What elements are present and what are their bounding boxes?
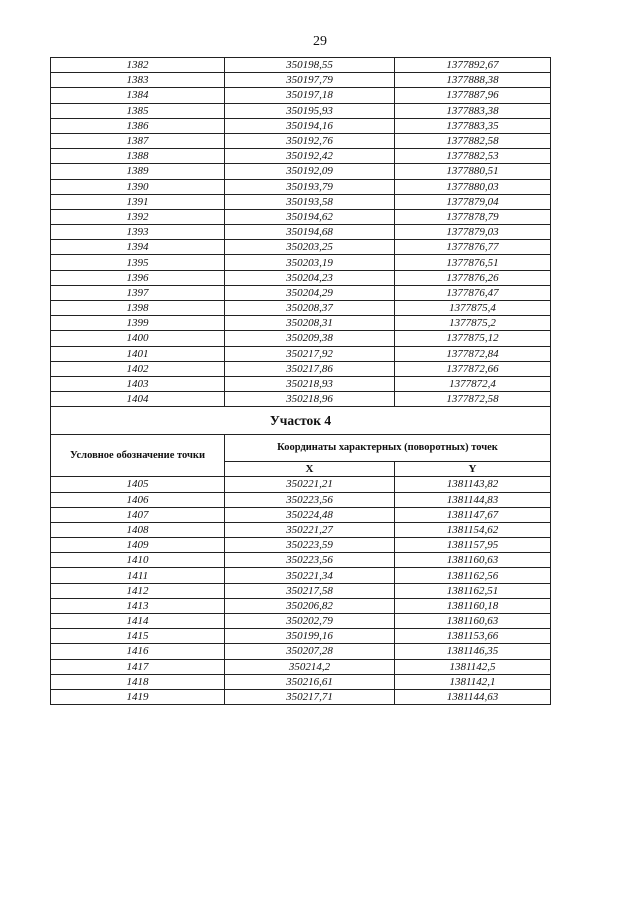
y-coordinate-cell: 1377876,47 xyxy=(395,285,551,300)
x-coordinate-cell: 350221,27 xyxy=(225,522,395,537)
point-number-cell: 1384 xyxy=(51,88,225,103)
y-coordinate-cell: 1381142,5 xyxy=(395,659,551,674)
y-coordinate-cell: 1377876,51 xyxy=(395,255,551,270)
table-row xyxy=(51,346,551,361)
table-row xyxy=(51,477,551,492)
point-number-cell: 1408 xyxy=(51,522,225,537)
table-row xyxy=(51,209,551,224)
y-coordinate-cell: 1377876,26 xyxy=(395,270,551,285)
point-number-cell: 1390 xyxy=(51,179,225,194)
x-coordinate-cell: 350206,82 xyxy=(225,598,395,613)
table-row xyxy=(51,553,551,568)
point-number-cell: 1386 xyxy=(51,118,225,133)
point-number-cell: 1394 xyxy=(51,240,225,255)
point-number-cell: 1383 xyxy=(51,73,225,88)
x-coordinate-cell: 350194,68 xyxy=(225,225,395,240)
point-number-cell: 1407 xyxy=(51,507,225,522)
table-row xyxy=(51,149,551,164)
x-coordinate-cell: 350217,92 xyxy=(225,346,395,361)
table-row xyxy=(51,285,551,300)
x-coordinate-cell: 350192,42 xyxy=(225,149,395,164)
table-row xyxy=(51,88,551,103)
point-column-header: Условное обозначение точки xyxy=(51,435,225,477)
y-coordinate-cell: 1381157,95 xyxy=(395,538,551,553)
x-coordinate-cell: 350224,48 xyxy=(225,507,395,522)
point-number-cell: 1402 xyxy=(51,361,225,376)
table-row xyxy=(51,392,551,407)
y-coordinate-cell: 1377882,53 xyxy=(395,149,551,164)
x-coordinate-cell: 350192,76 xyxy=(225,133,395,148)
y-coordinate-cell: 1377883,38 xyxy=(395,103,551,118)
table-row xyxy=(51,689,551,704)
y-coordinate-cell: 1377892,67 xyxy=(395,58,551,73)
table-row xyxy=(51,164,551,179)
page-number: 29 xyxy=(313,34,327,49)
section-title-row xyxy=(51,407,551,435)
y-coordinate-cell: 1377880,51 xyxy=(395,164,551,179)
y-coordinate-cell: 1377882,58 xyxy=(395,133,551,148)
table-row xyxy=(51,629,551,644)
x-coordinate-cell: 350223,56 xyxy=(225,553,395,568)
y-coordinate-cell: 1377875,4 xyxy=(395,301,551,316)
y-column-header: Y xyxy=(395,462,551,477)
point-number-cell: 1391 xyxy=(51,194,225,209)
point-number-cell: 1409 xyxy=(51,538,225,553)
table-row xyxy=(51,103,551,118)
x-coordinate-cell: 350194,62 xyxy=(225,209,395,224)
point-number-cell: 1397 xyxy=(51,285,225,300)
x-coordinate-cell: 350216,61 xyxy=(225,674,395,689)
y-coordinate-cell: 1377872,4 xyxy=(395,376,551,391)
point-number-cell: 1419 xyxy=(51,689,225,704)
y-coordinate-cell: 1381147,67 xyxy=(395,507,551,522)
x-coordinate-cell: 350199,16 xyxy=(225,629,395,644)
y-coordinate-cell: 1377880,03 xyxy=(395,179,551,194)
y-coordinate-cell: 1381153,66 xyxy=(395,629,551,644)
point-number-cell: 1385 xyxy=(51,103,225,118)
column-header-row xyxy=(51,435,551,462)
y-coordinate-cell: 1377879,04 xyxy=(395,194,551,209)
y-coordinate-cell: 1381142,1 xyxy=(395,674,551,689)
point-number-cell: 1398 xyxy=(51,301,225,316)
point-number-cell: 1404 xyxy=(51,392,225,407)
table-row xyxy=(51,58,551,73)
point-number-cell: 1410 xyxy=(51,553,225,568)
table-row xyxy=(51,240,551,255)
point-number-cell: 1406 xyxy=(51,492,225,507)
point-number-cell: 1399 xyxy=(51,316,225,331)
y-coordinate-cell: 1381162,51 xyxy=(395,583,551,598)
x-coordinate-cell: 350217,86 xyxy=(225,361,395,376)
x-coordinate-cell: 350218,96 xyxy=(225,392,395,407)
x-coordinate-cell: 350217,58 xyxy=(225,583,395,598)
x-coordinate-cell: 350218,93 xyxy=(225,376,395,391)
y-coordinate-cell: 1381144,63 xyxy=(395,689,551,704)
x-coordinate-cell: 350217,71 xyxy=(225,689,395,704)
table-row xyxy=(51,133,551,148)
y-coordinate-cell: 1377872,84 xyxy=(395,346,551,361)
y-coordinate-cell: 1377888,38 xyxy=(395,73,551,88)
coordinates-table xyxy=(50,57,551,705)
point-number-cell: 1389 xyxy=(51,164,225,179)
point-number-cell: 1403 xyxy=(51,376,225,391)
section-header xyxy=(51,407,551,477)
table-row xyxy=(51,255,551,270)
point-number-cell: 1393 xyxy=(51,225,225,240)
table-row xyxy=(51,194,551,209)
y-coordinate-cell: 1377879,03 xyxy=(395,225,551,240)
table-row xyxy=(51,614,551,629)
table-row xyxy=(51,179,551,194)
y-coordinate-cell: 1381160,18 xyxy=(395,598,551,613)
point-number-cell: 1415 xyxy=(51,629,225,644)
x-coordinate-cell: 350197,79 xyxy=(225,73,395,88)
point-number-cell: 1395 xyxy=(51,255,225,270)
x-coordinate-cell: 350223,56 xyxy=(225,492,395,507)
table-row xyxy=(51,507,551,522)
x-coordinate-cell: 350198,55 xyxy=(225,58,395,73)
point-number-cell: 1392 xyxy=(51,209,225,224)
y-coordinate-cell: 1381154,62 xyxy=(395,522,551,537)
point-number-cell: 1396 xyxy=(51,270,225,285)
x-coordinate-cell: 350192,09 xyxy=(225,164,395,179)
point-number-cell: 1382 xyxy=(51,58,225,73)
table-row xyxy=(51,73,551,88)
table-row xyxy=(51,225,551,240)
y-coordinate-cell: 1377887,96 xyxy=(395,88,551,103)
y-coordinate-cell: 1377872,58 xyxy=(395,392,551,407)
coordinates-table-part2 xyxy=(51,477,551,705)
table-row xyxy=(51,376,551,391)
x-coordinate-cell: 350214,2 xyxy=(225,659,395,674)
coordinates-column-header: Координаты характерных (поворотных) точек xyxy=(225,435,551,462)
table-row xyxy=(51,583,551,598)
table-row xyxy=(51,598,551,613)
x-coordinate-cell: 350208,37 xyxy=(225,301,395,316)
table-row xyxy=(51,492,551,507)
y-coordinate-cell: 1381162,56 xyxy=(395,568,551,583)
x-coordinate-cell: 350221,34 xyxy=(225,568,395,583)
x-coordinate-cell: 350221,21 xyxy=(225,477,395,492)
x-coordinate-cell: 350223,59 xyxy=(225,538,395,553)
x-coordinate-cell: 350209,38 xyxy=(225,331,395,346)
x-coordinate-cell: 350194,16 xyxy=(225,118,395,133)
x-coordinate-cell: 350203,19 xyxy=(225,255,395,270)
y-coordinate-cell: 1377876,77 xyxy=(395,240,551,255)
table-row xyxy=(51,538,551,553)
point-number-cell: 1405 xyxy=(51,477,225,492)
table-row xyxy=(51,659,551,674)
x-column-header: X xyxy=(225,462,395,477)
point-number-cell: 1400 xyxy=(51,331,225,346)
table-row xyxy=(51,522,551,537)
table-row xyxy=(51,674,551,689)
table-row xyxy=(51,361,551,376)
table-row xyxy=(51,568,551,583)
table-row xyxy=(51,118,551,133)
point-number-cell: 1417 xyxy=(51,659,225,674)
x-coordinate-cell: 350207,28 xyxy=(225,644,395,659)
coordinates-table-part1 xyxy=(51,58,551,407)
x-coordinate-cell: 350195,93 xyxy=(225,103,395,118)
x-coordinate-cell: 350208,31 xyxy=(225,316,395,331)
y-coordinate-cell: 1377875,2 xyxy=(395,316,551,331)
y-coordinate-cell: 1381143,82 xyxy=(395,477,551,492)
y-coordinate-cell: 1381160,63 xyxy=(395,553,551,568)
x-coordinate-cell: 350204,29 xyxy=(225,285,395,300)
x-coordinate-cell: 350202,79 xyxy=(225,614,395,629)
point-number-cell: 1418 xyxy=(51,674,225,689)
x-coordinate-cell: 350197,18 xyxy=(225,88,395,103)
y-coordinate-cell: 1381146,35 xyxy=(395,644,551,659)
point-number-cell: 1387 xyxy=(51,133,225,148)
point-number-cell: 1416 xyxy=(51,644,225,659)
y-coordinate-cell: 1377875,12 xyxy=(395,331,551,346)
y-coordinate-cell: 1377878,79 xyxy=(395,209,551,224)
point-number-cell: 1414 xyxy=(51,614,225,629)
point-number-cell: 1413 xyxy=(51,598,225,613)
x-coordinate-cell: 350204,23 xyxy=(225,270,395,285)
table-row xyxy=(51,270,551,285)
point-number-cell: 1401 xyxy=(51,346,225,361)
point-number-cell: 1412 xyxy=(51,583,225,598)
x-coordinate-cell: 350193,58 xyxy=(225,194,395,209)
section-title: Участок 4 xyxy=(51,407,551,435)
point-number-cell: 1388 xyxy=(51,149,225,164)
y-coordinate-cell: 1377872,66 xyxy=(395,361,551,376)
table-row xyxy=(51,331,551,346)
table-row xyxy=(51,301,551,316)
table-row xyxy=(51,644,551,659)
x-coordinate-cell: 350193,79 xyxy=(225,179,395,194)
table-row xyxy=(51,316,551,331)
x-coordinate-cell: 350203,25 xyxy=(225,240,395,255)
y-coordinate-cell: 1381160,63 xyxy=(395,614,551,629)
y-coordinate-cell: 1381144,83 xyxy=(395,492,551,507)
y-coordinate-cell: 1377883,35 xyxy=(395,118,551,133)
point-number-cell: 1411 xyxy=(51,568,225,583)
